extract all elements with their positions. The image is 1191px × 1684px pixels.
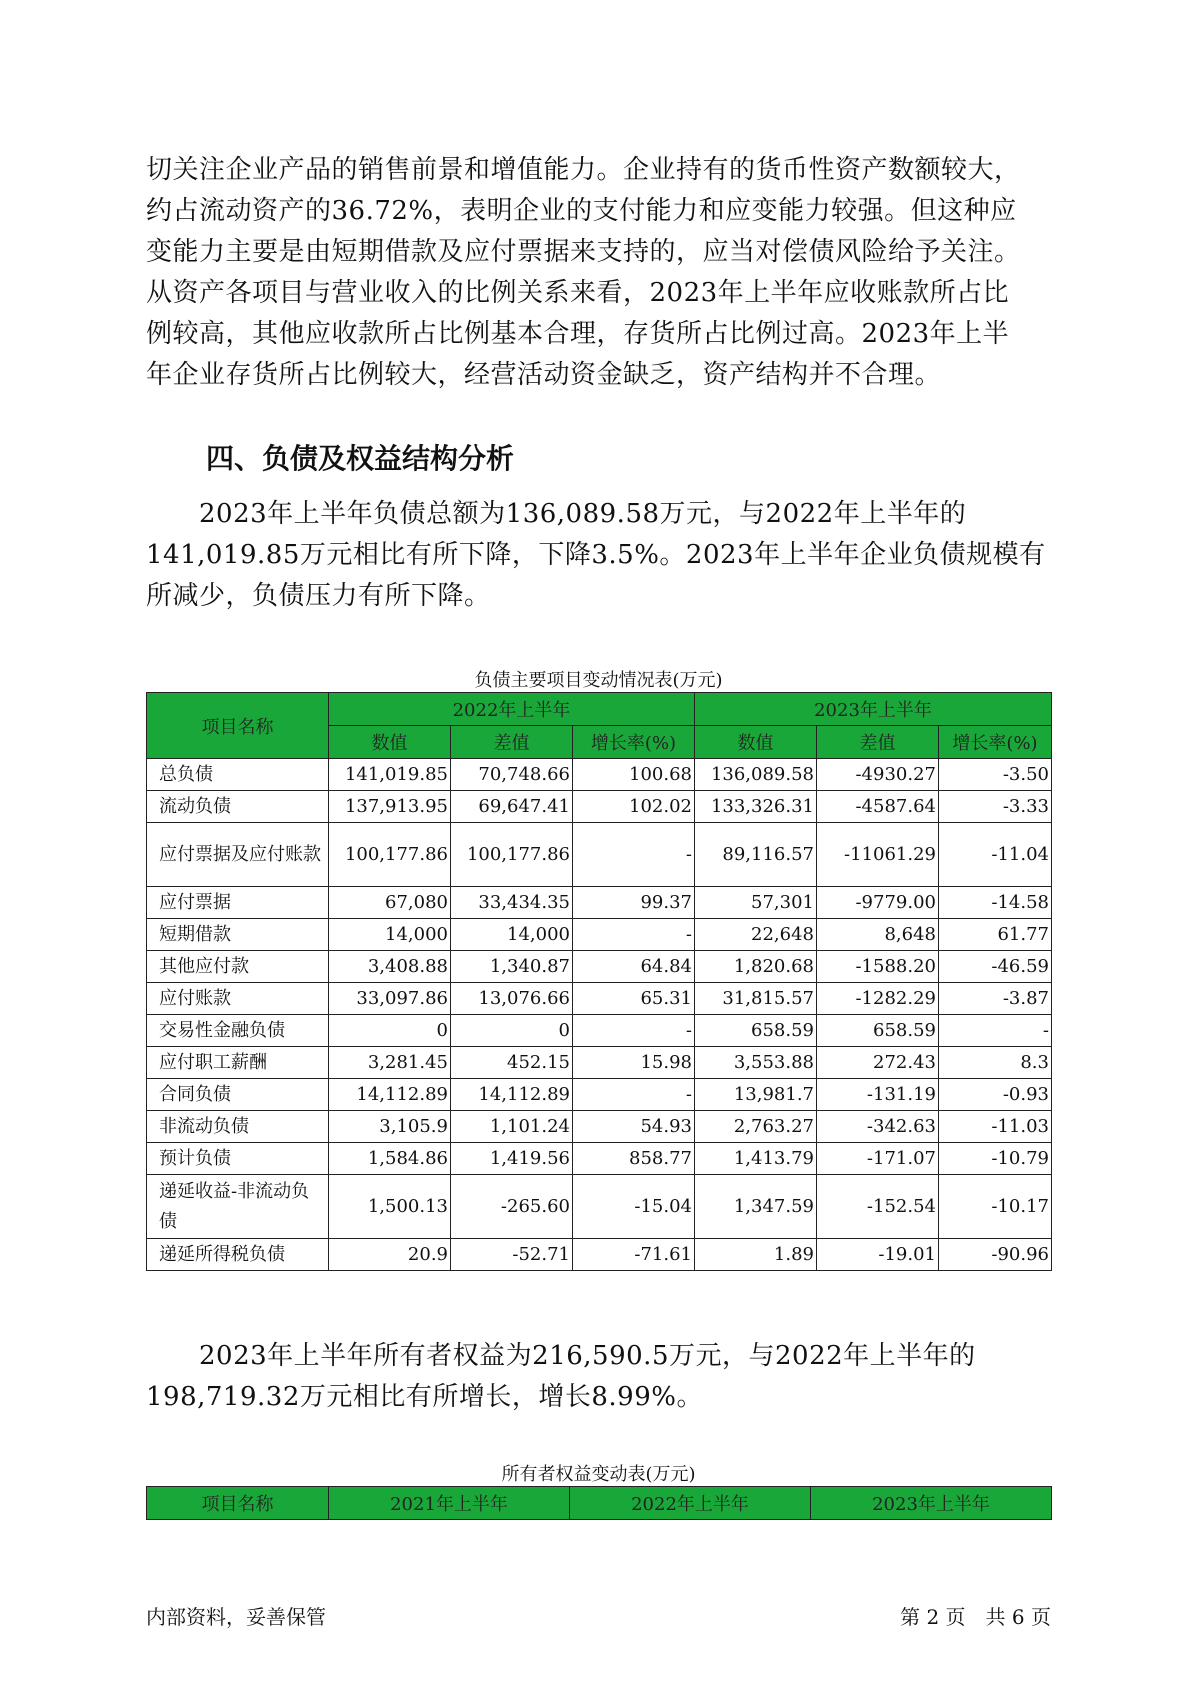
footer-confidential-note: 内部资料，妥善保管 [146,1605,326,1629]
table-row [147,1079,1052,1111]
cell: 57,301 [695,887,817,919]
table-row [147,1239,1052,1271]
cell: 8.3 [939,1047,1052,1079]
table-row [147,759,1052,791]
cell: - [573,823,695,887]
liabilities-table [146,692,1052,1271]
cell: -11061.29 [817,823,939,887]
cell: 69,647.41 [451,791,573,823]
text-line: 例较高，其他应收款所占比例基本合理，存货所占比例过高。2023年上半 [146,319,1010,349]
header-period-2021: 2021年上半年 [329,1487,570,1520]
cell: 8,648 [817,919,939,951]
cell: 141,019.85 [329,759,451,791]
row-label: 短期借款 [147,919,329,951]
cell: -52.71 [451,1239,573,1271]
cell: 13,076.66 [451,983,573,1015]
row-label: 应付职工薪酬 [147,1047,329,1079]
cell: -10.17 [939,1175,1052,1239]
cell: 70,748.66 [451,759,573,791]
cell: 99.37 [573,887,695,919]
cell: 1,413.79 [695,1143,817,1175]
cell: 1,500.13 [329,1175,451,1239]
cell: 54.93 [573,1111,695,1143]
header-growth-rate: 增长率(%) [939,726,1052,759]
cell: 1,347.59 [695,1175,817,1239]
text-line: 198,719.32万元相比有所增长，增长8.99%。 [146,1382,703,1412]
cell: - [573,1015,695,1047]
cell: -131.19 [817,1079,939,1111]
cell: 658.59 [817,1015,939,1047]
text-line: 所减少，负债压力有所下降。 [146,581,491,611]
text-line: 年企业存货所占比例较大，经营活动资金缺乏，资产结构并不合理。 [146,360,942,390]
row-label: 总负债 [147,759,329,791]
cell: 658.59 [695,1015,817,1047]
cell: 33,434.35 [451,887,573,919]
cell: 64.84 [573,951,695,983]
cell: 20.9 [329,1239,451,1271]
cell: -90.96 [939,1239,1052,1271]
header-difference: 差值 [451,726,573,759]
cell: -1282.29 [817,983,939,1015]
row-label: 其他应付款 [147,951,329,983]
table-row [147,951,1052,983]
header-period-2022: 2022年上半年 [329,693,695,726]
cell: 0 [451,1015,573,1047]
text-line: 2023年上半年所有者权益为216,590.5万元，与2022年上半年的 [146,1341,976,1371]
cell: 3,105.9 [329,1111,451,1143]
header-value: 数值 [695,726,817,759]
text-line: 2023年上半年负债总额为136,089.58万元，与2022年上半年的 [146,499,967,529]
cell: 67,080 [329,887,451,919]
cell: -71.61 [573,1239,695,1271]
cell: -342.63 [817,1111,939,1143]
cell: -14.58 [939,887,1052,919]
table-row [147,1175,1052,1239]
cell: 133,326.31 [695,791,817,823]
table-row [147,1015,1052,1047]
paragraph-liabilities-summary [146,494,1046,617]
header-period-2022: 2022年上半年 [570,1487,811,1520]
cell: -3.50 [939,759,1052,791]
table-row [147,1047,1052,1079]
cell: -265.60 [451,1175,573,1239]
header-item-name: 项目名称 [147,1487,329,1520]
cell: 1,419.56 [451,1143,573,1175]
cell: 1,340.87 [451,951,573,983]
row-label: 预计负债 [147,1143,329,1175]
header-growth-rate: 增长率(%) [573,726,695,759]
cell: -11.03 [939,1111,1052,1143]
header-period-2023: 2023年上半年 [695,693,1052,726]
paragraph-assets-analysis [146,150,1046,396]
cell: - [939,1015,1052,1047]
cell: 22,648 [695,919,817,951]
row-label: 交易性金融负债 [147,1015,329,1047]
cell: 15.98 [573,1047,695,1079]
cell: -46.59 [939,951,1052,983]
footer-page-number: 第 2 页 共 6 页 [900,1605,1051,1629]
cell: 3,408.88 [329,951,451,983]
table-row [147,983,1052,1015]
row-label: 非流动负债 [147,1111,329,1143]
cell: -4587.64 [817,791,939,823]
cell: 100.68 [573,759,695,791]
paragraph-equity-summary [146,1336,1046,1418]
cell: 2,763.27 [695,1111,817,1143]
cell: -10.79 [939,1143,1052,1175]
cell: 100,177.86 [329,823,451,887]
cell: 89,116.57 [695,823,817,887]
cell: 3,553.88 [695,1047,817,1079]
cell: 136,089.58 [695,759,817,791]
row-label: 应付票据 [147,887,329,919]
cell: 14,112.89 [451,1079,573,1111]
table-row [147,887,1052,919]
cell: 102.02 [573,791,695,823]
cell: -11.04 [939,823,1052,887]
table-caption-liabilities: 负债主要项目变动情况表(万元) [474,670,723,691]
cell: 14,000 [451,919,573,951]
cell: -3.87 [939,983,1052,1015]
cell: -4930.27 [817,759,939,791]
text-line: 切关注企业产品的销售前景和增值能力。企业持有的货币性资产数额较大， [146,155,1021,185]
equity-table [146,1486,1052,1520]
header-difference: 差值 [817,726,939,759]
cell: - [573,1079,695,1111]
section-heading: 四、负债及权益结构分析 [206,442,515,475]
row-label: 递延所得税负债 [147,1239,329,1271]
cell: 100,177.86 [451,823,573,887]
cell: 14,112.89 [329,1079,451,1111]
row-label: 应付账款 [147,983,329,1015]
cell: 14,000 [329,919,451,951]
cell: -171.07 [817,1143,939,1175]
header-value: 数值 [329,726,451,759]
cell: 65.31 [573,983,695,1015]
cell: - [573,919,695,951]
cell: -15.04 [573,1175,695,1239]
cell: 272.43 [817,1047,939,1079]
cell: 61.77 [939,919,1052,951]
text-line: 从资产各项目与营业收入的比例关系来看，2023年上半年应收账款所占比 [146,278,1010,308]
table-row [147,791,1052,823]
cell: 1.89 [695,1239,817,1271]
cell: 858.77 [573,1143,695,1175]
cell: -1588.20 [817,951,939,983]
text-line: 变能力主要是由短期借款及应付票据来支持的，应当对偿债风险给予关注。 [146,237,1021,267]
cell: 31,815.57 [695,983,817,1015]
cell: 33,097.86 [329,983,451,1015]
header-item-name: 项目名称 [147,693,329,759]
header-period-2023: 2023年上半年 [811,1487,1052,1520]
cell: -9779.00 [817,887,939,919]
text-line: 约占流动资产的36.72%，表明企业的支付能力和应变能力较强。但这种应 [146,196,1017,226]
text-line: 141,019.85万元相比有所下降，下降3.5%。2023年上半年企业负债规模有 [146,540,1046,570]
table-row [147,919,1052,951]
cell: -0.93 [939,1079,1052,1111]
cell: -19.01 [817,1239,939,1271]
row-label: 流动负债 [147,791,329,823]
table-caption-equity: 所有者权益变动表(万元) [501,1464,696,1485]
cell: 137,913.95 [329,791,451,823]
table-row [147,1143,1052,1175]
cell: -152.54 [817,1175,939,1239]
cell: 452.15 [451,1047,573,1079]
table-row [147,1111,1052,1143]
row-label: 递延收益-非流动负债 [147,1175,329,1239]
row-label: 应付票据及应付账款 [147,823,329,887]
cell: 3,281.45 [329,1047,451,1079]
row-label: 合同负债 [147,1079,329,1111]
cell: 1,820.68 [695,951,817,983]
cell: 13,981.7 [695,1079,817,1111]
cell: 1,584.86 [329,1143,451,1175]
cell: -3.33 [939,791,1052,823]
cell: 0 [329,1015,451,1047]
cell: 1,101.24 [451,1111,573,1143]
table-row [147,823,1052,887]
